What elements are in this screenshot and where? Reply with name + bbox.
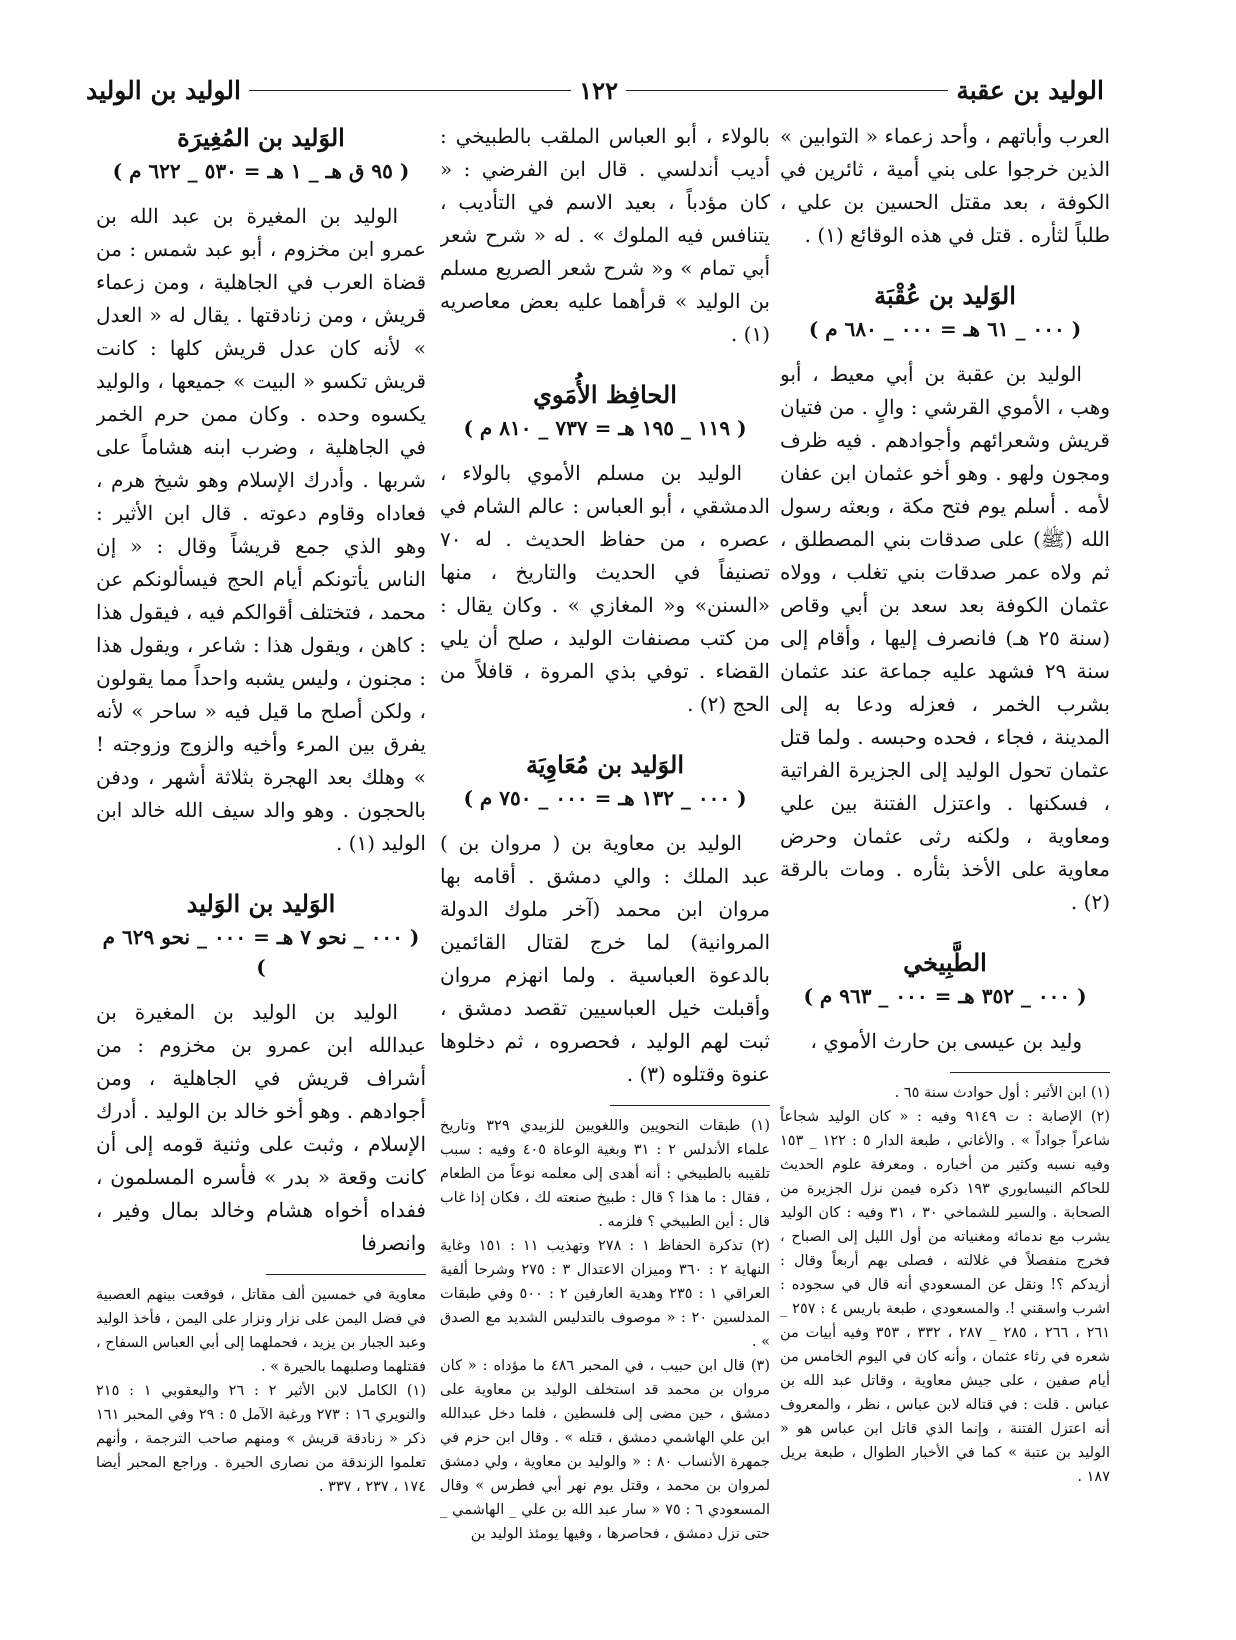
page-number: ١٢٢ — [579, 75, 618, 105]
continued-text: العرب وأباتهم ، وأحد زعماء « التوابين » الذين خرجوا على بني أمية ، ثائرين في الكوفة ، بعد مقتل الحسين بن علي ، طلباً لثأره . قتل في هذه الوقائع (١) . — [780, 124, 1110, 247]
column-left — [96, 120, 426, 1620]
entry-text: وليد بن عيسى بن حارث الأموي ، — [810, 1029, 1082, 1053]
entry-title: الوَليد بن مُعَاوِيَة — [525, 750, 685, 779]
entry-walid-ibn-walid — [96, 886, 426, 1260]
entry-text: الوليد بن المغيرة بن عبد الله بن عمرو ابن مخزوم ، أبو عبد شمس : من قضاة العرب في الجاهلية ، ومن زعماء قريش ، ومن زنادقتها . يقال له « العدل » لأنه كان عدل قريش كلها : كانت قريش تكسو « البيت » جميعها ، والوليد يكسوه وحده . وكان ممن حرم الخمر في الجاهلية ، وضرب ابنه هشاماً على شربها . وأدرك الإسلام وهو شيخ هرم ، فعاداه وقاوم دعوته . قال ابن الأثير : وهو الذي جمع قريشاً وقال : « إن الناس يأتونكم أيام الحج فيسألونكم عن محمد ، فتختلف أقوالكم فيه ، فيقول هذا : كاهن ، ويقول هذا : شاعر ، ويقول هذا : مجنون ، وليس يشبه واحداً مما يقولون ، ولكن أصلح ما قيل فيه « ساحر » لأنه يفرق بين المرء وأخيه والزوج وزوجته ! » وهلك بعد الهجرة بثلاثة أشهر ، ودفن بالحجون . وهو والد سيف الله خالد ابن الوليد (١) . — [96, 204, 426, 855]
footnote: معاوية في خمسين ألف مقاتل ، فوقعت بينهم العصبية في فضل اليمن على نزار ونزار على اليمن ، فأخذ الوليد وعبد الجبار بن يزيد ، فحملهما إلى أبي العباس السفاح ، فقتلهما وصلبهما بالحيرة » . — [96, 1287, 426, 1375]
column-right — [780, 120, 1110, 1620]
footnote-rule — [950, 1072, 1110, 1073]
entry-dates: ( ٠٠٠ _ ٦١ هـ = ٠٠٠ _ ٦٨٠ م ) — [808, 317, 1082, 341]
footnote-rule — [266, 1274, 426, 1275]
entry-dates: ( ٠٠٠ _ ١٣٢ هـ = ٠٠٠ _ ٧٥٠ م ) — [463, 786, 747, 810]
running-head-right-title: الوليد بن عقبة — [956, 75, 1104, 105]
entry-dates: ( ٠٠٠ _ ٣٥٢ هـ = ٠٠٠ _ ٩٦٣ م ) — [803, 984, 1087, 1008]
footnote: (١) طبقات النحويين واللغويين للزبيدي ٣٢٩ وتاريخ علماء الأندلس ٢ : ٣١ وبغية الوعاة ٤٠٥ وفيه : سبب تلقيبه بالطبيخي : أنه أهدى إلى معلمه نوعاً من الطعام ، فقال : ما هذا ؟ قال : طبيخ صنعته لك ، فكان إذا غاب قال : أين الطبيخي ؟ فلزمه . — [440, 1118, 770, 1230]
entry-dates: ( ٩٥ ق هـ _ ١ هـ = ٥٣٠ _ ٦٢٢ م ) — [112, 159, 410, 183]
entry-text: الوليد بن معاوية بن ( مروان بن ) عبد الملك : والي دمشق . أقامه بها مروان ابن محمد (آخر ملوك الدولة المروانية) لما خرج لقتال القائمين بالدعوة العباسية . ولما انهزم مروان وأقبلت خيل العباسيين تقصد دمشق ، ثبت لهم الوليد ، فحصروه ، ثم دخلوها عنوة وقتلوه (٣) . — [440, 831, 770, 1086]
entry-title: الوَليد بن عُقْبَة — [874, 281, 1016, 310]
entry-hafiz-umawi — [440, 377, 770, 721]
footnote: (١) الكامل لابن الأثير ٢ : ٢٦ واليعقوبي ١ : ٢١٥ والنويري ١٦ : ٢٧٣ ورغبة الآمل ٥ : ٢٩ وفي المحبر ١٦١ ذكر « زنادقة قريش » ومنهم صاحب الترجمة ، وأنهم تعلموا الزندقة من نصارى الحيرة . وراجع المحبر أيضا ١٧٤ ، ٢٣٧ ، ٣٣٧ . — [96, 1383, 426, 1495]
running-head-rule — [249, 90, 571, 91]
entry-walid-ibn-mughira — [96, 120, 426, 860]
entry-text: الوليد بن الوليد بن المغيرة بن عبدالله ابن عمرو بن مخزوم : من أشراف قريش في الجاهلية ، ومن أجوادهم . وهو أخو خالد بن الوليد . أدرك الإسلام ، وثبت على وثنية قومه إلى أن كانت وقعة « بدر » فأسره المسلمون ، ففداه أخواه هشام وخالد بمال وفير ، وانصرفا — [96, 1000, 426, 1255]
entry-title: الحافِظ الأُمَوي — [533, 380, 677, 409]
column-middle — [440, 120, 770, 1620]
entry-text: الوليد بن عقبة بن أبي معيط ، أبو وهب ، الأموي القرشي : والٍ . من فتيان قريش وشعرائهم وأجوادهم . فيه ظرف ومجون ولهو . وهو أخو عثمان ابن عفان لأمه . أسلم يوم فتح مكة ، وبعثه رسول الله (ﷺ) على صدقات بني المصطلق ، ثم ولاه عمر صدقات بني تغلب ، وولاه عثمان الكوفة بعد سعد بن أبي وقاص (سنة ٢٥ هـ) فانصرف إليها ، وأقام إلى سنة ٢٩ فشهد عليه جماعة عند عثمان بشرب الخمر ، فعزله ودعا به إلى المدينة ، فجاء ، فحده وحبسه . ولما قتل عثمان تحول الوليد إلى الجزيرة الفراتية ، فسكنها . واعتزل الفتنة بين علي ومعاوية ، ولكنه رثى عثمان وحرض معاوية على الأخذ بثأره . ومات بالرقة (٢) . — [780, 362, 1110, 914]
footnote: (٢) تذكرة الحفاظ ١ : ٢٧٨ وتهذيب ١١ : ١٥١ وغاية النهاية ٢ : ٣٦٠ وميزان الاعتدال ٣ : ٢٧٥ وشرحا ألفية العراقي ١ : ٢٣٥ وهدية العارفين ٢ : ٥٠٠ وفي طبقات المدلسين ٢٠ : « موصوف بالتدليس الشديد مع الصدق » . — [440, 1238, 770, 1350]
footnote: (٣) قال ابن حبيب ، في المحبر ٤٨٦ ما مؤداه : « كان مروان بن محمد قد استخلف الوليد بن معاوية على دمشق ، حين مضى إلى فلسطين ، فلما دخل عبدالله ابن علي الهاشمي دمشق ، قتله » . وقال ابن حزم في جمهرة الأنساب ٨٠ : « والوليد بن معاوية ، ولي دمشق لمروان بن محمد ، وقتل يوم نهر أبي فطرس » وقال المسعودي ٦ : ٧٥ « سار عبد الله بن علي _ الهاشمي _ حتى نزل دمشق ، فحاصرها ، وفيها يومئذ الوليد بن — [440, 1358, 770, 1542]
footnote: (١) ابن الأثير : أول حوادث سنة ٦٥ . — [894, 1085, 1110, 1101]
footnote: (٢) الإصابة : ت ٩١٤٩ وفيه : « كان الوليد شجاعاً شاعراً جواداً » . والأغاني ، طبعة الدار ٥ : ١٢٢ _ ١٥٣ وفيه نسبه وكثير من أخباره . ومعرفة علوم الحديث للحاكم النيسابوري ١٩٣ ذكره فيمن نزل الجزيرة من الصحابة . والسير للشماخي ٣٠ ، ٣١ وفيه : كان الوليد يشرب مع ندمائه ومغنياته من أول الليل إلى الصباح ، فخرج منفصلاً في غلالته ، فصلى بهم أربعاً وقال : أزيدكم ؟! ونقل عن المسعودي أنه قال في سجوده : اشرب واسقني !. والمسعودي ، طبعة باريس ٤ : ٢٥٧ _ ٢٦١ ، ٢٦٦ ، ٢٨٥ _ ٢٨٧ ، ٣٣٢ ، ٣٥٣ وفيه أبيات من شعره في رثاء عثمان ، وأنه كان في اليوم الخامس من أيام صفين ، على جيش معاوية ، وقاتل عبد الله بن عباس . قلت : في قتاله لابن عباس ، نظر ، والمعروف أنه اعتزل الفتنة ، وإنما الذي قاتل ابن عباس هو « الوليد بن عتبة » كما في الأخبار الطوال ، طبعة بريل ١٨٧ . — [780, 1109, 1110, 1485]
continued-text: بالولاء ، أبو العباس الملقب بالطبيخي : أديب أندلسي . قال ابن الفرضي : « كان مؤدباً ، بعيد الاسم في التأديب ، يتنافس فيه الملوك » . له « شرح شعر أبي تمام » و« شرح شعر الصريع مسلم بن الوليد » قرأهما عليه بعض معاصريه (١) . — [440, 124, 770, 346]
entry-title: الطَّبِيخي — [903, 948, 987, 977]
running-head-rule — [626, 90, 948, 91]
entry-dates: ( ٠٠٠ _ نحو ٧ هـ = ٠٠٠ _ نحو ٦٢٩ م ) — [102, 925, 420, 979]
entry-title: الوَليد بن الوَليد — [186, 889, 336, 918]
running-head-left-title: الوليد بن الوليد — [85, 75, 241, 105]
entry-title: الوَليد بن المُغِيرَة — [177, 123, 345, 152]
entry-text: الوليد بن مسلم الأموي بالولاء ، الدمشقي ، أبو العباس : عالم الشام في عصره ، من حفاظ الحديث . له ٧٠ تصنيفاً في الحديث والتاريخ ، منها «السنن» و« المغازي » . وكان يقال : من كتب مصنفات الوليد ، صلح أن يلي القضاء . توفي بذي المروة ، قافلاً من الحج (٢) . — [440, 461, 770, 716]
entry-walid-ibn-uqba — [780, 278, 1110, 919]
entry-walid-ibn-muawiya — [440, 747, 770, 1091]
entry-dates: ( ١١٩ _ ١٩٥ هـ = ٧٣٧ _ ٨١٠ م ) — [463, 416, 747, 440]
running-head — [86, 70, 1104, 110]
entry-tabikhi — [780, 945, 1110, 1058]
footnote-rule — [610, 1105, 770, 1106]
